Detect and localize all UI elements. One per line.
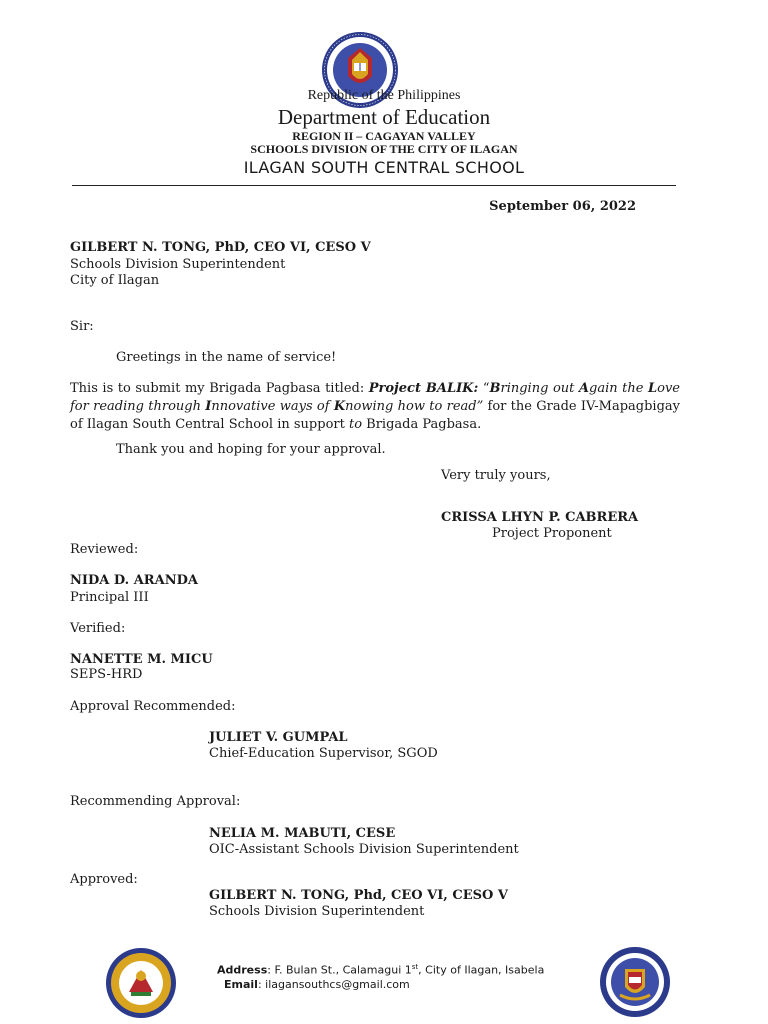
body-paragraph: This is to submit my Brigada Pagbasa titled: Project BALIK: “Bringing out Again the Love for reading through Innovative ways of Knowing how to read” for the Grade IV-Mapagbigay of Ilagan South Central School in support to Brigada Pagbasa. [70, 381, 680, 432]
thanks-line: Thank you and hoping for your approval. [116, 442, 386, 457]
verifier-name: NANETTE M. MICU [70, 652, 213, 667]
verifier-title: SEPS-HRD [70, 667, 143, 682]
reviewed-label: Reviewed: [70, 542, 139, 557]
verified-label: Verified: [70, 621, 126, 636]
reviewer-name: NIDA D. ARANDA [70, 573, 198, 588]
deped-division-logo [598, 945, 672, 1019]
approved-label: Approved: [70, 872, 138, 887]
salutation: Sir: [70, 319, 94, 334]
division-line: SCHOOLS DIVISION OF THE CITY OF ILAGAN [250, 142, 518, 156]
approval-recommended-title: Chief-Education Supervisor, SGOD [209, 746, 438, 761]
school-name: ILAGAN SOUTH CENTRAL SCHOOL [243, 158, 525, 177]
reviewer-title: Principal III [70, 590, 149, 605]
letter-date: September 06, 2022 [489, 199, 636, 214]
recipient-title: Schools Division Superintendent [70, 257, 286, 272]
recommending-approval-label: Recommending Approval: [70, 794, 241, 809]
recommending-approval-title: OIC-Assistant Schools Division Superintendent [209, 842, 519, 857]
region-line: REGION II – CAGAYAN VALLEY [292, 129, 476, 143]
footer-address: Address: F. Bulan St., Calamagui 1st, City of Ilagan, Isabela [217, 963, 545, 977]
recipient-name: GILBERT N. TONG, PhD, CEO VI, CESO V [70, 240, 371, 255]
approver-title: Schools Division Superintendent [209, 904, 425, 919]
republic-line: Republic of the Philippines [307, 88, 461, 103]
closing: Very truly yours, [441, 468, 551, 483]
proponent-title: Project Proponent [492, 526, 612, 541]
header-divider [72, 185, 676, 186]
recipient-place: City of Ilagan [70, 273, 160, 288]
approval-recommended-label: Approval Recommended: [70, 699, 236, 714]
school-logo [104, 946, 178, 1020]
approver-name: GILBERT N. TONG, Phd, CEO VI, CESO V [209, 888, 508, 903]
footer-email: Email: ilagansouthcs@gmail.com [224, 978, 410, 991]
approval-recommended-name: JULIET V. GUMPAL [209, 730, 348, 745]
project-name: Project BALIK: [368, 381, 479, 396]
recommending-approval-name: NELIA M. MABUTI, CESE [209, 826, 396, 841]
greeting: Greetings in the name of service! [116, 350, 337, 365]
department-name: Department of Education [277, 105, 491, 129]
proponent-name: CRISSA LHYN P. CABRERA [441, 510, 639, 525]
